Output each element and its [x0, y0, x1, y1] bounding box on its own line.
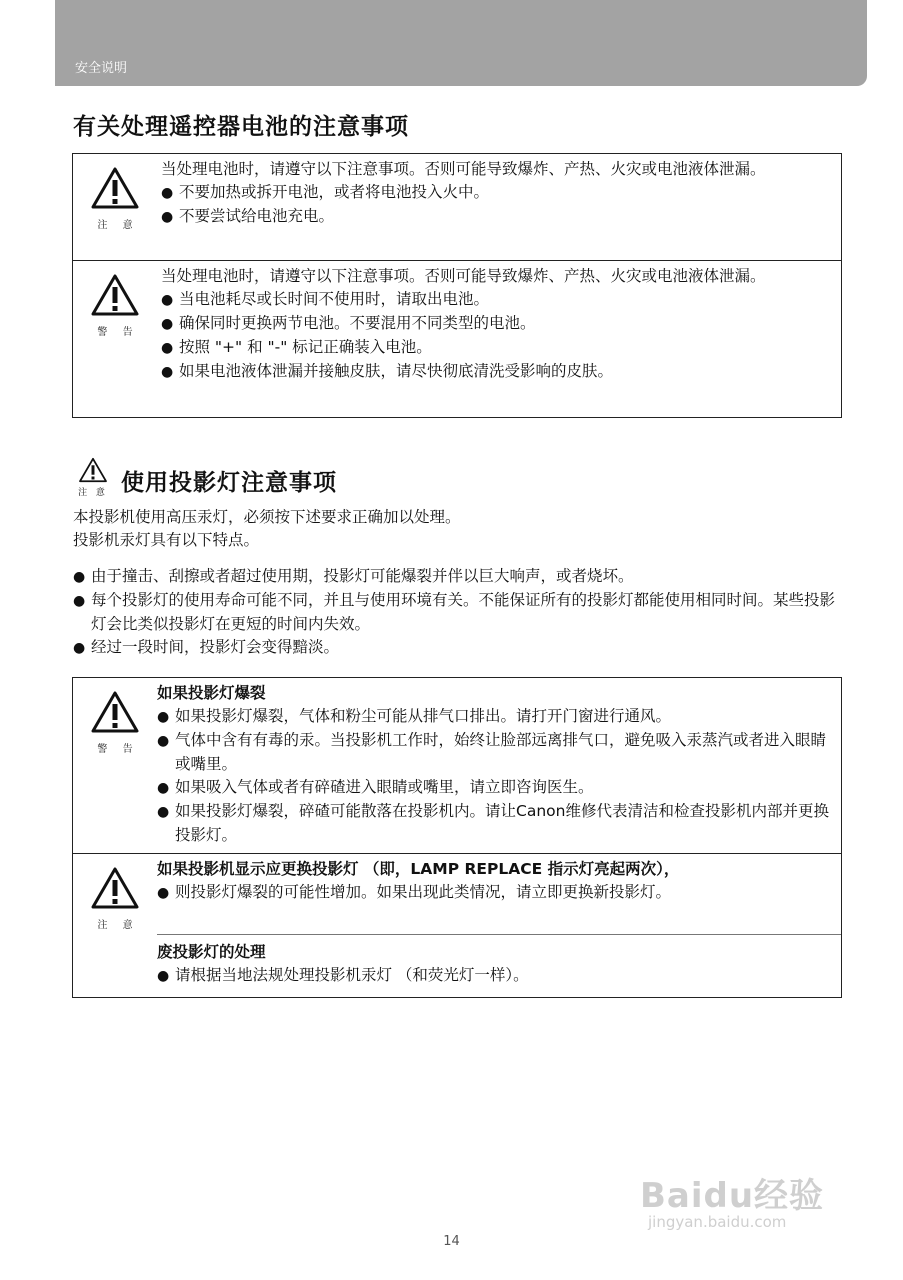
lamp-disposal-content — [157, 935, 841, 992]
battery-warning-row — [73, 261, 841, 417]
lamp-warning-row — [73, 678, 841, 854]
list-item: ● 如果电池液体泄漏并接触皮肤，请尽快彻底清洗受影响的皮肤。 — [161, 360, 837, 384]
lamp-intro — [73, 506, 843, 552]
caution-icon-group — [85, 166, 145, 231]
list-item: ● 如果投影灯爆裂，气体和粉尘可能从排气口排出。请打开门窗进行通风。 — [157, 705, 837, 729]
lamp-disposal-subsection — [157, 934, 841, 992]
lamp-intro-line: 投影机汞灯具有以下特点。 — [73, 531, 260, 549]
battery-caution-content — [161, 154, 841, 233]
section-title-battery: 有关处理遥控器电池的注意事项 — [73, 114, 409, 140]
lamp-characteristics-list — [73, 565, 843, 660]
warning-icon-group — [85, 690, 145, 755]
warning-triangle-icon — [78, 457, 108, 483]
lamp-caution-heading: 如果投影机显示应更换投影灯 （即，LAMP REPLACE 指示灯亮起两次）， — [157, 860, 680, 878]
warning-triangle-icon — [90, 690, 140, 734]
warning-icon-label: 警 告 — [97, 744, 139, 755]
list-item: ● 由于撞击、刮擦或者超过使用期，投影灯可能爆裂并伴以巨大响声，或者烧坏。 — [73, 565, 843, 589]
list-item: ● 如果吸入气体或者有碎碴进入眼睛或嘴里，请立即咨询医生。 — [157, 776, 837, 800]
warning-triangle-icon — [90, 866, 140, 910]
header-label: 安全说明 — [75, 61, 128, 76]
list-item: ● 经过一段时间，投影灯会变得黯淡。 — [73, 636, 843, 660]
list-item: ● 则投影灯爆裂的可能性增加。如果出现此类情况，请立即更换新投影灯。 — [157, 881, 837, 905]
warning-triangle-icon — [90, 166, 140, 210]
list-item: ● 每个投影灯的使用寿命可能不同，并且与使用环境有关。不能保证所有的投影灯都能使用相同时间。某些投影灯会比类似投影灯在更短的时间内失效。 — [73, 589, 843, 636]
lamp-caution-content — [157, 854, 841, 934]
watermark — [640, 1168, 824, 1231]
list-item: ● 不要加热或拆开电池，或者将电池投入火中。 — [161, 181, 837, 205]
lamp-caution-row — [73, 854, 841, 997]
battery-warning-intro: 当处理电池时，请遵守以下注意事项。否则可能导致爆炸、产热、火灾或电池液体泄漏。 — [161, 267, 766, 285]
list-item: ● 不要尝试给电池充电。 — [161, 205, 837, 229]
warning-icon-label: 警 告 — [97, 327, 139, 338]
battery-warning-content — [161, 261, 841, 388]
list-item: ● 请根据当地法规处理投影机汞灯 （和荧光灯一样）。 — [157, 964, 837, 988]
watermark-url: jingyan.baidu.com — [648, 1213, 787, 1231]
caution-icon-label: 注 意 — [97, 220, 139, 231]
watermark-logo-text: Baidu经验 — [640, 1176, 825, 1216]
caution-icon-label: 注 意 — [97, 920, 139, 931]
warning-icon-group — [85, 273, 145, 338]
caution-icon-group — [85, 866, 145, 931]
list-item: ● 气体中含有有毒的汞。当投影机工作时，始终让脸部远离排气口，避免吸入汞蒸汽或者进入眼睛或嘴里。 — [157, 729, 837, 776]
battery-notice-box — [72, 153, 842, 418]
list-item: ● 如果投影灯爆裂，碎碴可能散落在投影机内。请让Canon维修代表清洁和检查投影机内部并更换投影灯。 — [157, 800, 837, 847]
lamp-warning-heading: 如果投影灯爆裂 — [157, 684, 266, 702]
lamp-title-icon-group — [73, 457, 113, 498]
warning-triangle-icon — [90, 273, 140, 317]
lamp-title-icon-label: 注 意 — [78, 488, 108, 498]
lamp-disposal-heading: 废投影灯的处理 — [157, 943, 266, 961]
list-item: ● 当电池耗尽或长时间不使用时，请取出电池。 — [161, 288, 837, 312]
lamp-notice-box — [72, 677, 842, 998]
page-number: 14 — [443, 1234, 460, 1249]
battery-caution-intro: 当处理电池时，请遵守以下注意事项。否则可能导致爆炸、产热、火灾或电池液体泄漏。 — [161, 160, 766, 178]
lamp-intro-line: 本投影机使用高压汞灯，必须按下述要求正确加以处理。 — [73, 508, 461, 526]
battery-caution-row — [73, 154, 841, 261]
lamp-warning-content — [157, 678, 841, 851]
header-bar — [55, 0, 867, 86]
list-item: ● 确保同时更换两节电池。不要混用不同类型的电池。 — [161, 312, 837, 336]
section-title-lamp: 使用投影灯注意事项 — [121, 470, 337, 496]
list-item: ● 按照 "+" 和 "-" 标记正确装入电池。 — [161, 336, 837, 360]
